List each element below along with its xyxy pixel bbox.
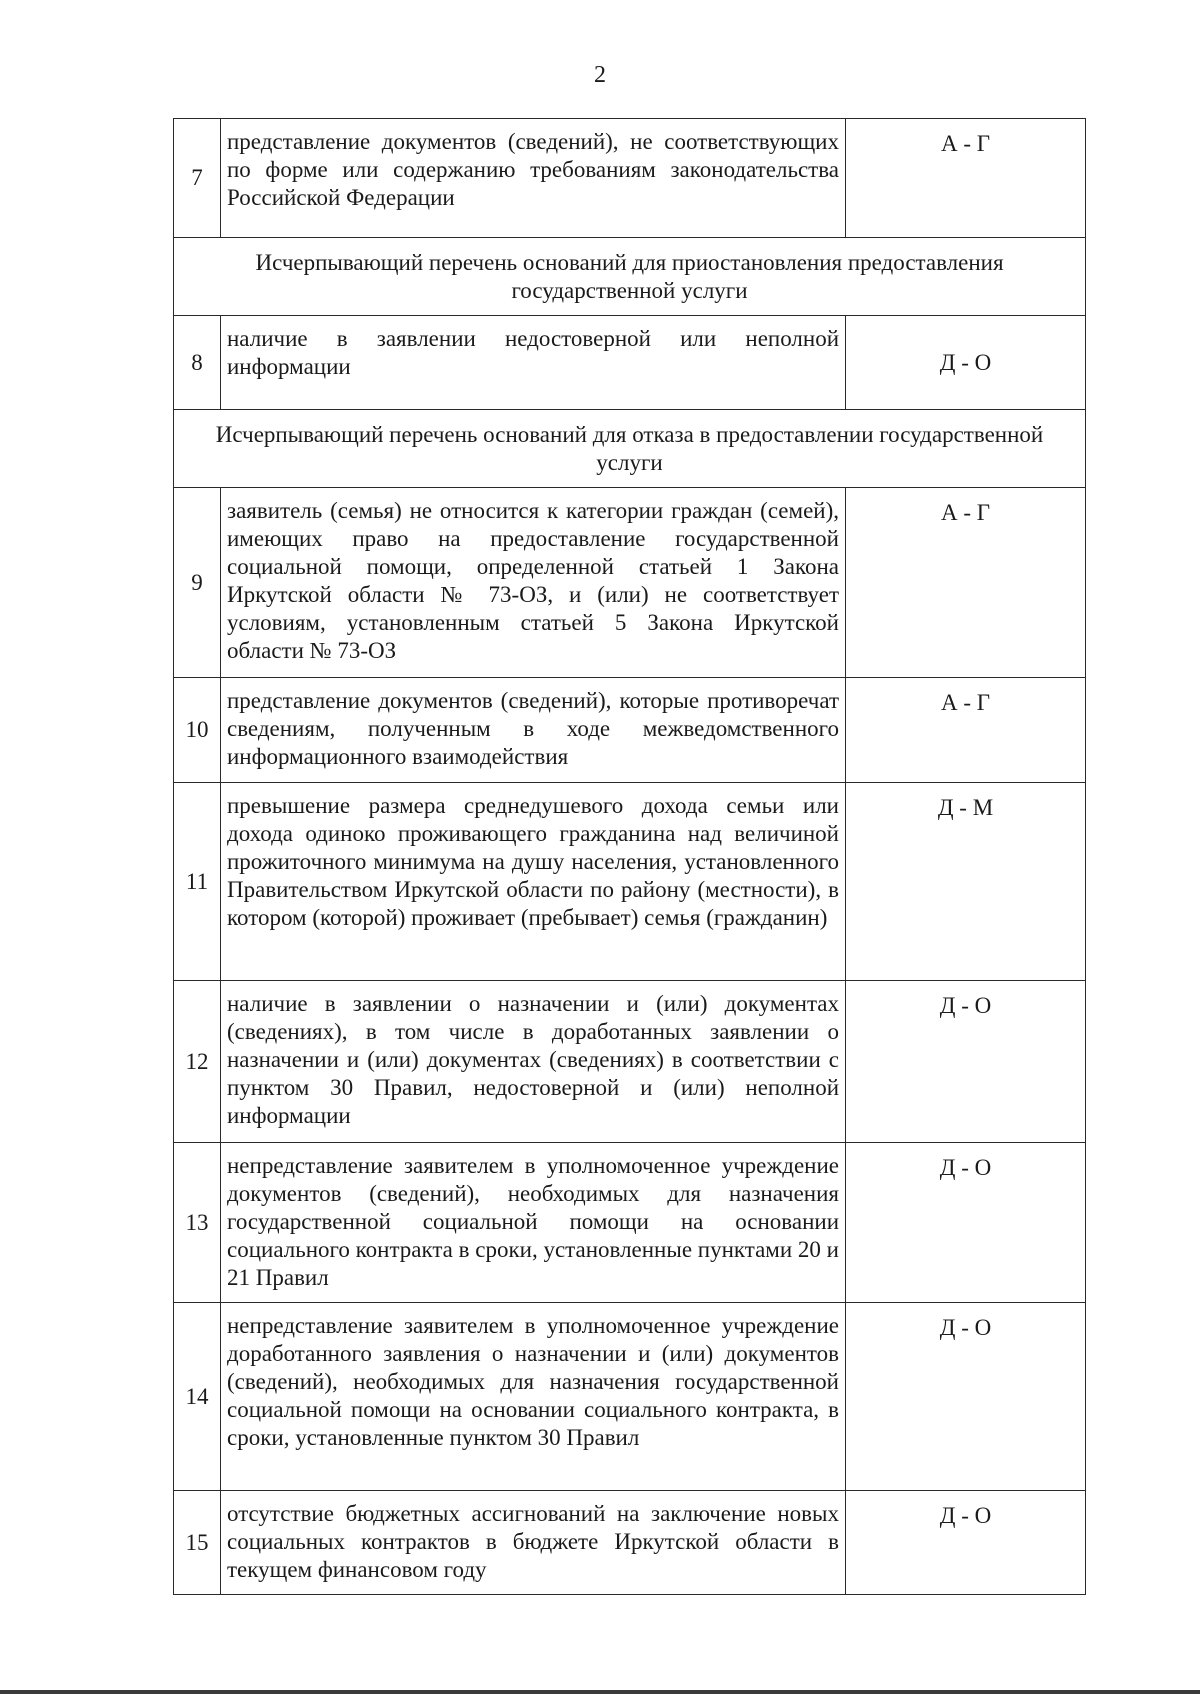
section-title: Исчерпывающий перечень оснований для приостановления предоставления государственной услуги bbox=[174, 238, 1086, 316]
ground-text: непредставление заявителем в уполномоченное учреждение документов (сведений), необходимых для назначения государственной социальной помощи на основании социального контракта в сроки, установленные пунктами 20 и 21 Правил bbox=[221, 1143, 846, 1303]
row-number: 9 bbox=[174, 488, 221, 678]
ground-text: непредставление заявителем в уполномоченное учреждение доработанного заявления о назначении и (или) документов (сведений), необходимых для назначения государственной социальной помощи на основании социального контракта, в сроки, установленные пунктом 30 Правил bbox=[221, 1303, 846, 1491]
row-number: 7 bbox=[174, 119, 221, 238]
ground-text: отсутствие бюджетных ассигнований на заключение новых социальных контрактов в бюджете Иркутской области в текущем финансовом году bbox=[221, 1491, 846, 1595]
ground-text: представление документов (сведений), которые противоречат сведениям, полученным в ходе межведомственного информационного взаимодействия bbox=[221, 678, 846, 783]
document-code: Д - О bbox=[846, 316, 1086, 410]
table-row-7 bbox=[174, 119, 1086, 238]
table-row-9 bbox=[174, 488, 1086, 678]
row-number: 8 bbox=[174, 316, 221, 410]
row-number: 13 bbox=[174, 1143, 221, 1303]
ground-text: превышение размера среднедушевого дохода семьи или дохода одиноко проживающего гражданина над величиной прожиточного минимума на душу населения, установленного Правительством Иркутской области по району (местности), в котором (которой) проживает (пребывает) семья (гражданин) bbox=[221, 783, 846, 981]
document-code: Д - О bbox=[846, 981, 1086, 1143]
section-header-suspension bbox=[174, 238, 1086, 316]
table-row-11 bbox=[174, 783, 1086, 981]
section-header-refusal bbox=[174, 410, 1086, 488]
page-number: 2 bbox=[594, 62, 606, 88]
document-code: Д - О bbox=[846, 1143, 1086, 1303]
document-code: Д - О bbox=[846, 1491, 1086, 1595]
grounds-table bbox=[173, 118, 1086, 1595]
ground-text: представление документов (сведений), не соответствующих по форме или содержанию требованиям законодательства Российской Федерации bbox=[221, 119, 846, 238]
document-code: А - Г bbox=[846, 119, 1086, 238]
ground-text: заявитель (семья) не относится к категории граждан (семей), имеющих право на предоставление государственной социальной помощи, определенной статьей 1 Закона Иркутской области № 73-ОЗ, и (или) не соответствует условиям, установленным статьей 5 Закона Иркутской области № 73-ОЗ bbox=[221, 488, 846, 678]
table-row-14 bbox=[174, 1303, 1086, 1491]
table-row-8 bbox=[174, 316, 1086, 410]
ground-text: наличие в заявлении о назначении и (или) документах (сведениях), в том числе в доработанных заявлении о назначении и (или) документах (сведениях) в соответствии с пунктом 30 Правил, недостоверной и (или) неполной информации bbox=[221, 981, 846, 1143]
row-number: 11 bbox=[174, 783, 221, 981]
table-row-15 bbox=[174, 1491, 1086, 1595]
document-code: А - Г bbox=[846, 488, 1086, 678]
table-row-10 bbox=[174, 678, 1086, 783]
section-title: Исчерпывающий перечень оснований для отказа в предоставлении государственной услуги bbox=[174, 410, 1086, 488]
row-number: 12 bbox=[174, 981, 221, 1143]
row-number: 10 bbox=[174, 678, 221, 783]
table-row-12 bbox=[174, 981, 1086, 1143]
document-code: Д - О bbox=[846, 1303, 1086, 1491]
document-code: А - Г bbox=[846, 678, 1086, 783]
row-number: 15 bbox=[174, 1491, 221, 1595]
ground-text: наличие в заявлении недостоверной или неполной информации bbox=[221, 316, 846, 410]
document-code: Д - М bbox=[846, 783, 1086, 981]
table-row-13 bbox=[174, 1143, 1086, 1303]
row-number: 14 bbox=[174, 1303, 221, 1491]
scan-edge-line bbox=[0, 1690, 1200, 1694]
